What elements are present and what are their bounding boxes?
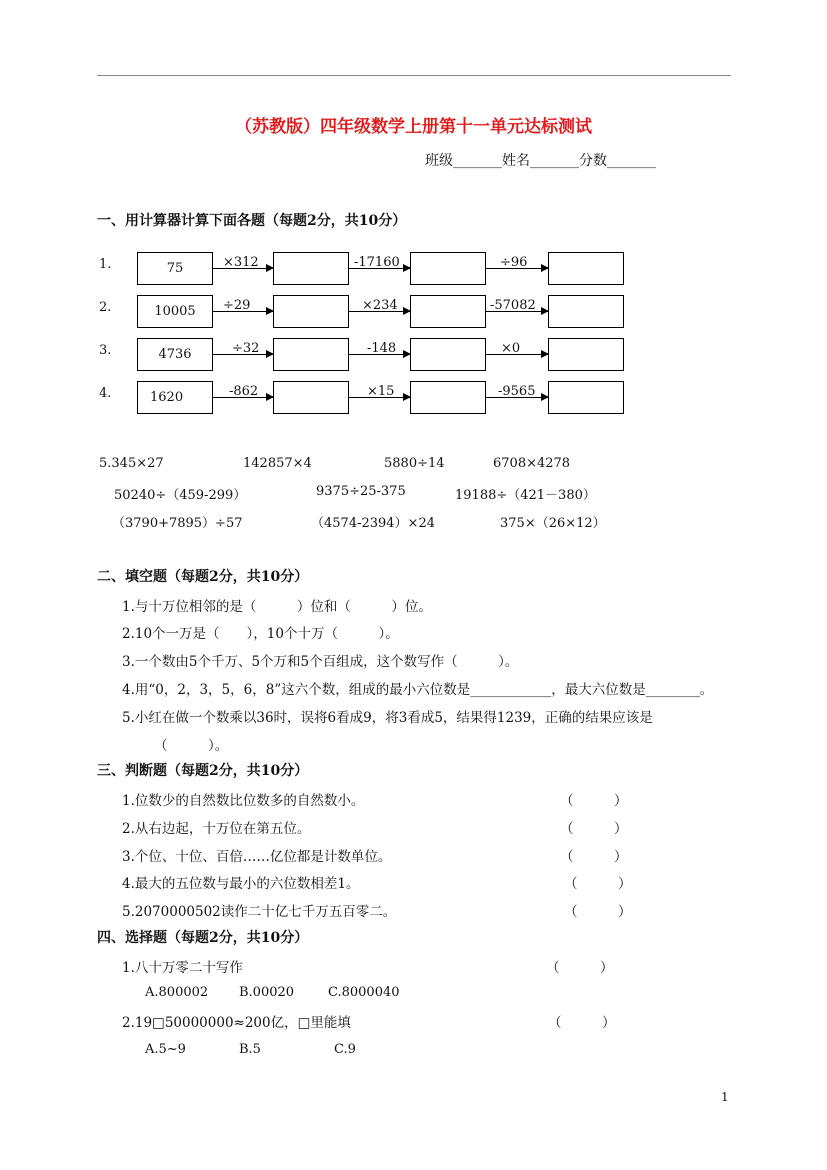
row-4-op-2: ×15 bbox=[367, 384, 395, 399]
top-rule bbox=[97, 75, 731, 76]
row-2-start-box bbox=[137, 295, 213, 328]
row-2-op-3: -57082 bbox=[490, 298, 536, 313]
fill-blank-item: 4.用“0，2，3，5，6，8”这六个数，组成的最小六位数是____________，最大六位数是________。 bbox=[122, 682, 714, 698]
page-number: 1 bbox=[721, 1090, 729, 1104]
row-1-number: 1. bbox=[99, 257, 112, 272]
row-1-op-3: ÷96 bbox=[500, 255, 528, 270]
row-4-answer-box-1 bbox=[273, 381, 349, 414]
row-4-number: 4. bbox=[99, 386, 112, 401]
row-4-answer-box-3 bbox=[548, 381, 624, 414]
judge-item: 2.从右边起，十万位在第五位。 bbox=[122, 821, 311, 837]
q5-expr: 6708×4278 bbox=[493, 456, 571, 471]
section-3-heading: 三、判断题（每题2分，共10分） bbox=[97, 763, 309, 779]
student-info-line: 班级_______姓名_______分数_______ bbox=[425, 153, 656, 169]
row-4-op-3: -9565 bbox=[498, 384, 536, 399]
judge-answer-paren: （ ） bbox=[560, 793, 628, 809]
judge-item: 5.2070000502读作二十亿七千万五百零二。 bbox=[122, 904, 397, 920]
choice-option: C.9 bbox=[334, 1042, 356, 1057]
judge-answer-paren: （ ） bbox=[564, 904, 632, 920]
row-1-answer-box-2 bbox=[410, 252, 486, 285]
q5-expr: 375×（26×12） bbox=[500, 516, 606, 531]
q5-expr: 9375÷25-375 bbox=[316, 484, 406, 499]
row-3-answer-box-1 bbox=[273, 338, 349, 371]
q5-expr: 5.345×27 bbox=[99, 456, 164, 471]
q5-expr: 142857×4 bbox=[243, 456, 312, 471]
row-2-start-value: 10005 bbox=[154, 304, 196, 319]
q5-expr: 19188÷（421－380） bbox=[455, 488, 596, 503]
choice-option: C.8000040 bbox=[328, 985, 400, 1000]
choice-option: A.5~9 bbox=[145, 1042, 186, 1057]
row-4-start-value: 1620 bbox=[150, 390, 184, 405]
choice-option: B.00020 bbox=[239, 985, 295, 1000]
row-2-answer-box-2 bbox=[410, 295, 486, 328]
choice-option: B.5 bbox=[239, 1042, 261, 1057]
row-2-answer-box-3 bbox=[548, 295, 624, 328]
judge-item: 3.个位、十位、百倍……亿位都是计数单位。 bbox=[122, 849, 392, 865]
row-1-start-value: 75 bbox=[166, 261, 184, 276]
row-4-answer-box-2 bbox=[410, 381, 486, 414]
q5-expr: 50240÷（459-299） bbox=[114, 488, 247, 503]
choice-answer-paren: （ ） bbox=[548, 1015, 616, 1031]
row-3-answer-box-3 bbox=[548, 338, 624, 371]
q5-expr: 5880÷14 bbox=[384, 456, 445, 471]
row-1-op-1: ×312 bbox=[223, 255, 259, 270]
page-title: （苏教版）四年级数学上册第十一单元达标测试 bbox=[235, 117, 592, 137]
row-3-number: 3. bbox=[99, 343, 112, 358]
fill-blank-item: 1.与十万位相邻的是（ ）位和（ ）位。 bbox=[122, 599, 432, 615]
row-3-op-3: ×0 bbox=[501, 341, 521, 356]
judge-answer-paren: （ ） bbox=[560, 821, 628, 837]
judge-answer-paren: （ ） bbox=[564, 876, 632, 892]
section-1-heading: 一、用计算器计算下面各题（每题2分，共10分） bbox=[97, 213, 407, 229]
row-2-number: 2. bbox=[99, 300, 112, 315]
row-4-start-box bbox=[137, 381, 213, 414]
row-3-op-2: -148 bbox=[367, 341, 397, 356]
row-3-answer-box-2 bbox=[410, 338, 486, 371]
section-2-heading: 二、填空题（每题2分，共10分） bbox=[97, 569, 309, 585]
row-1-start-box bbox=[137, 252, 213, 285]
judge-answer-paren: （ ） bbox=[560, 849, 628, 865]
row-1-answer-box-3 bbox=[548, 252, 624, 285]
choice-question: 2.19□50000000≈200亿，□里能填 bbox=[122, 1015, 351, 1031]
judge-item: 4.最大的五位数与最小的六位数相差1。 bbox=[122, 876, 360, 892]
choice-option: A.800002 bbox=[145, 985, 209, 1000]
row-2-op-2: ×234 bbox=[362, 298, 398, 313]
row-2-op-1: ÷29 bbox=[223, 298, 251, 313]
row-1-op-2: -17160 bbox=[354, 255, 400, 270]
choice-answer-paren: （ ） bbox=[546, 960, 614, 976]
fill-blank-item: 3.一个数由5个千万、5个万和5个百组成，这个数写作（ ）。 bbox=[122, 654, 519, 670]
fill-blank-item: 2.10个一万是（ ），10个十万（ ）。 bbox=[122, 626, 399, 642]
section-4-heading: 四、选择题（每题2分，共10分） bbox=[97, 930, 309, 946]
row-3-op-1: ÷32 bbox=[232, 341, 260, 356]
row-2-answer-box-1 bbox=[273, 295, 349, 328]
q5-expr: （4574-2394）×24 bbox=[311, 516, 435, 531]
fill-blank-item-continued: （ ）。 bbox=[154, 738, 229, 754]
choice-question: 1.八十万零二十写作 bbox=[122, 960, 243, 976]
fill-blank-item: 5.小红在做一个数乘以36时，误将6看成9，将3看成5，结果得1239，正确的结果应该是 bbox=[122, 710, 653, 726]
row-1-answer-box-1 bbox=[273, 252, 349, 285]
q5-expr: （3790+7895）÷57 bbox=[112, 516, 243, 531]
row-4-op-1: -862 bbox=[229, 384, 259, 399]
judge-item: 1.位数少的自然数比位数多的自然数小。 bbox=[122, 793, 365, 809]
row-3-start-value: 4736 bbox=[158, 347, 192, 362]
row-3-start-box bbox=[137, 338, 213, 371]
